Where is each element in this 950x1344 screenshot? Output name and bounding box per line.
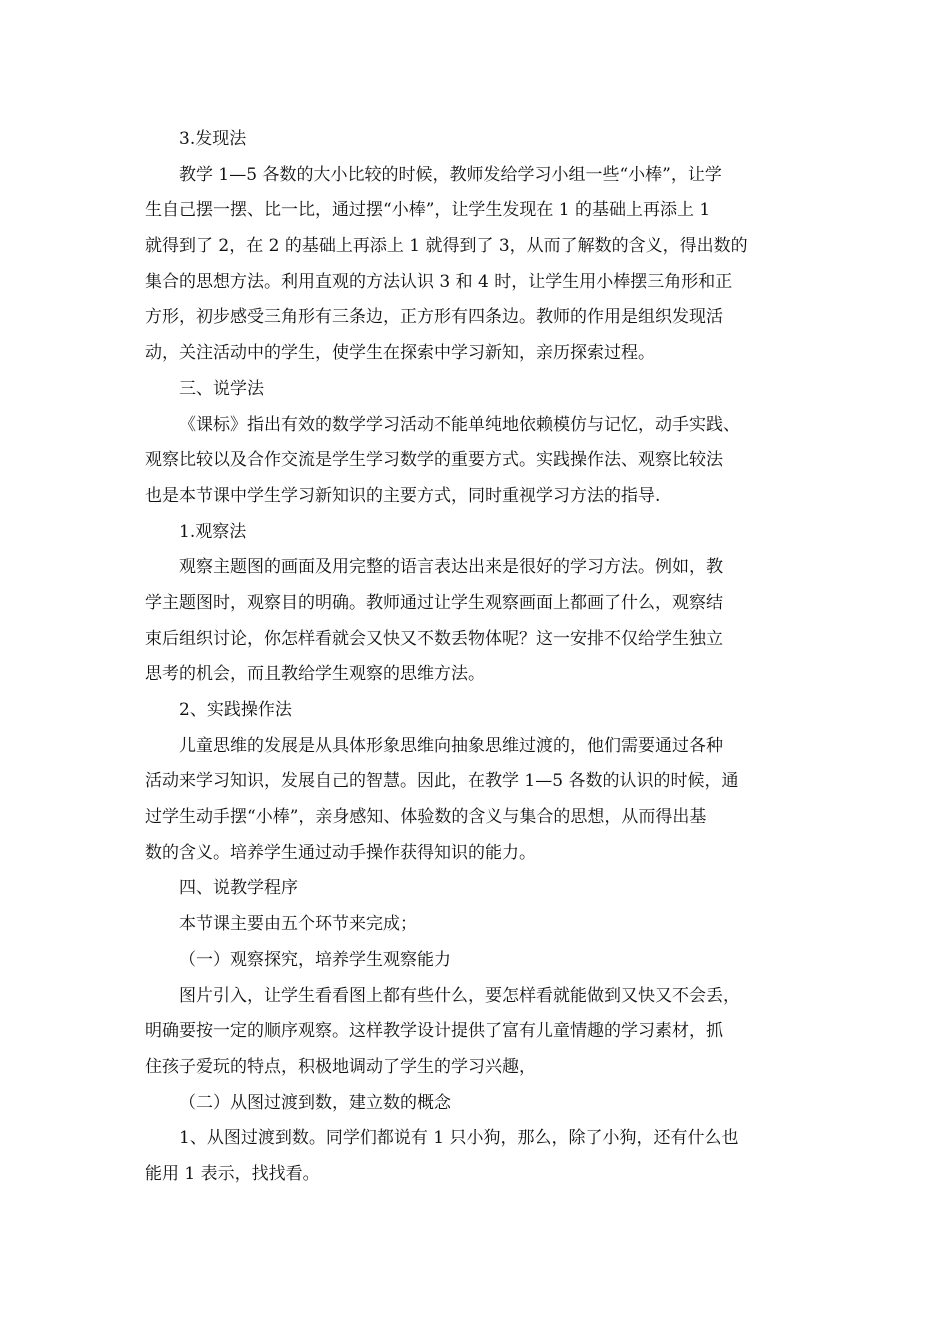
paragraph-line: 动，关注活动中的学生，使学生在探索中学习新知，亲历探索过程。 [145, 343, 655, 364]
paragraph-first-line: 本节课主要由五个环节来完成； [179, 914, 417, 935]
paragraph-line: 住孩子爱玩的特点，积极地调动了学生的学习兴趣， [145, 1056, 536, 1077]
paragraph-first-line: 1.观察法 [179, 521, 247, 542]
paragraph-first-line: 2、实践操作法 [179, 700, 292, 720]
paragraph-line: 也是本节课中学生学习新知识的主要方式，同时重视学习方法的指导. [145, 485, 661, 506]
paragraph-first-line: 《课标》指出有效的数学学习活动不能单纯地依赖模仿与记忆，动手实践、 [179, 414, 740, 435]
paragraph-line: 思考的机会，而且教给学生观察的思维方法。 [145, 664, 485, 685]
paragraph-line: 生自己摆一摆、比一比，通过摆“小棒”，让学生发现在 1 的基础上再添上 1 [145, 200, 711, 221]
paragraph-line: 活动来学习知识，发展自己的智慧。因此，在教学 1—5 各数的认识的时候，通 [145, 771, 739, 792]
paragraph-first-line: 三、说学法 [179, 378, 264, 399]
paragraph-first-line: 观察主题图的画面及用完整的语言表达出来是很好的学习方法。例如，教 [179, 557, 723, 578]
paragraph-first-line: 儿童思维的发展是从具体形象思维向抽象思维过渡的，他们需要通过各种 [179, 735, 723, 756]
paragraph-line: 就得到了 2，在 2 的基础上再添上 1 就得到了 3，从而了解数的含义，得出数的 [145, 236, 748, 257]
paragraph-first-line: 图片引入，让学生看看图上都有些什么，要怎样看就能做到又快又不会丢， [179, 985, 740, 1006]
paragraph-line: 能用 1 表示，找找看。 [145, 1163, 320, 1184]
paragraph-line: 数的含义。培养学生通过动手操作获得知识的能力。 [145, 842, 536, 863]
paragraph-first-line: 教学 1—5 各数的大小比较的时候，教师发给学习小组一些“小棒”，让学 [179, 164, 722, 185]
paragraph-line: 过学生动手摆“小棒”，亲身感知、体验数的含义与集合的思想，从而得出基 [145, 807, 707, 828]
paragraph-first-line: 1、从图过渡到数。同学们都说有 1 只小狗，那么，除了小狗，还有什么也 [179, 1128, 739, 1149]
paragraph-first-line: 四、说教学程序 [179, 878, 298, 899]
paragraph-first-line: （一）观察探究，培养学生观察能力 [179, 949, 451, 970]
paragraph-line: 学主题图时，观察目的明确。教师通过让学生观察画面上都画了什么，观察结 [145, 592, 723, 613]
document-body [145, 122, 805, 1193]
paragraph-first-line: 3.发现法 [179, 129, 247, 149]
paragraph-first-line: （二）从图过渡到数，建立数的概念 [179, 1092, 451, 1113]
paragraph-line: 束后组织讨论，你怎样看就会又快又不数丢物体呢？这一安排不仅给学生独立 [145, 628, 723, 649]
paragraph-line: 观察比较以及合作交流是学生学习数学的重要方式。实践操作法、观察比较法 [145, 450, 723, 471]
paragraph-line: 方形，初步感受三角形有三条边，正方形有四条边。教师的作用是组织发现活 [145, 307, 723, 328]
paragraph-line: 集合的思想方法。利用直观的方法认识 3 和 4 时，让学生用小棒摆三角形和正 [145, 271, 733, 292]
paragraph-line: 明确要按一定的顺序观察。这样教学设计提供了富有儿童情趣的学习素材，抓 [145, 1021, 723, 1042]
